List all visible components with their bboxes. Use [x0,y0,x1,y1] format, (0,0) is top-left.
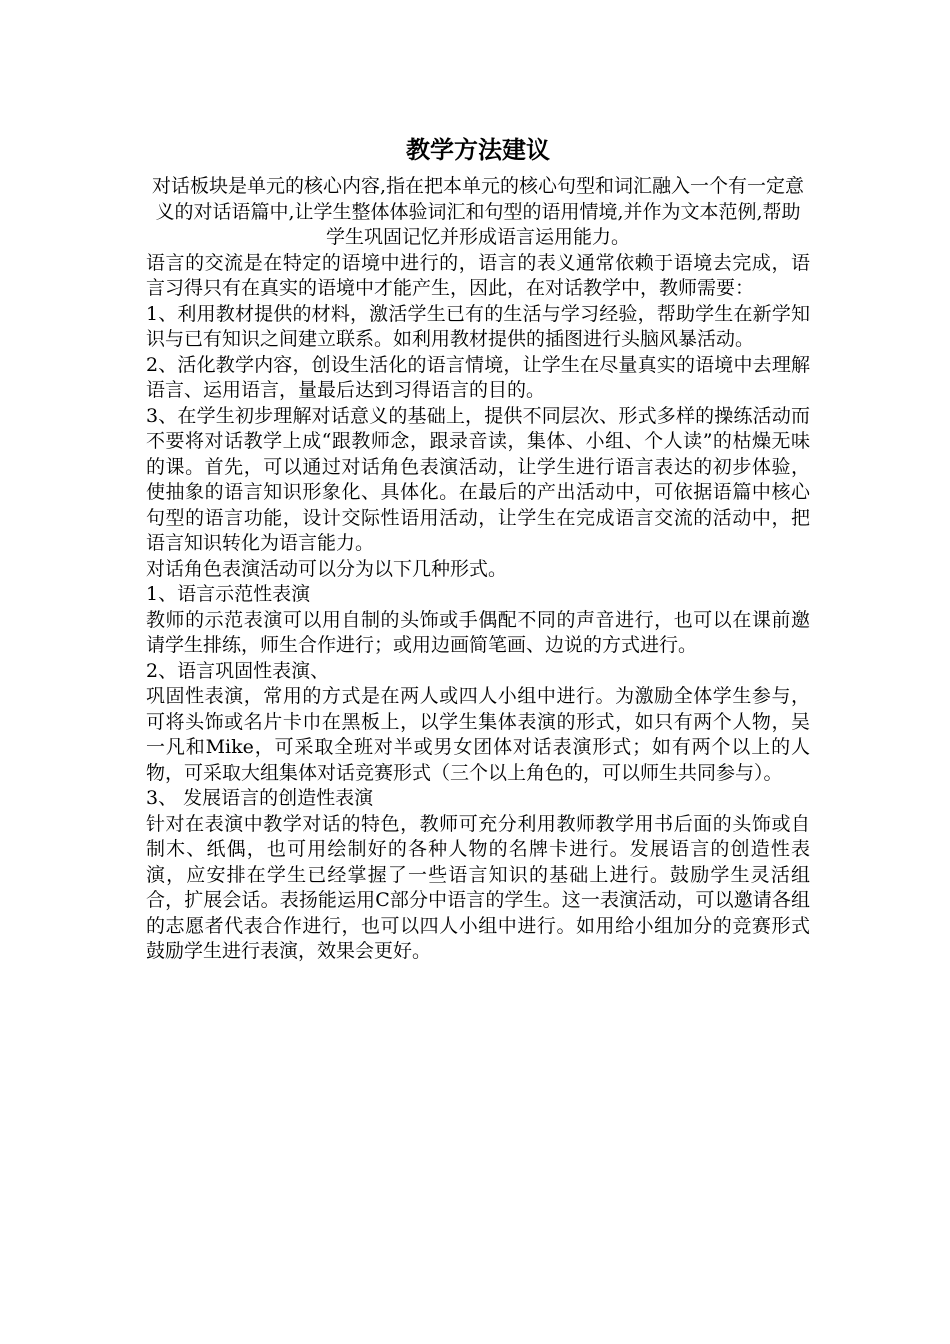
roleplay-heading-1: 1、语言示范性表演 [146,583,311,605]
document-title: 教学方法建议 [406,135,550,164]
context-paragraph: 语言的交流是在特定的语境中进行的，语言的表义通常依赖于语境去完成，语言习得只有在真实的语境中才能产生，因此，在对话教学中，教师需要： [146,251,810,299]
method-item-1: 1、利用教材提供的材料，激活学生已有的生活与学习经验，帮助学生在新学知识与已有知识之间建立联系。如利用教材提供的插图进行头脑风暴活动。 [146,302,810,350]
roleplay-heading-3: 3、 发展语言的创造性表演 [146,787,374,809]
roleplay-body-2: 巩固性表演，常用的方式是在两人或四人小组中进行。为激励全体学生参与，可将头饰或名片卡巾在黑板上，以学生集体表演的形式，如只有两个人物，吴一凡和Mike，可采取全班对半或男女团体对话表演形式；如有两个以上的人物，可采取大组集体对话竞赛形式（三个以上角色的，可以师生共同参与）。 [146,685,810,784]
document-page [146,130,810,965]
method-item-2: 2、活化教学内容，创设生活化的语言情境，让学生在尽量真实的语境中去理解语言、运用语言，量最后达到习得语言的目的。 [146,353,810,401]
intro-paragraph: 对话板块是单元的核心内容,指在把本单元的核心句型和词汇融入一个有一定意义的对话语篇中,让学生整体体验词汇和句型的语用情境,并作为文本范例,帮助学生巩固记忆并形成语言运用能力。 [151,175,805,248]
roleplay-heading-2: 2、语言巩固性表演、 [146,659,330,682]
method-item-3: 3、在学生初步理解对话意义的基础上，提供不同层次、形式多样的操练活动而不要将对话教学上成“跟教师念，跟录音读，集体、小组、个人读”的枯燥无味的课。首先，可以通过对话角色表演活动，让学生进行语言表达的初步体验，使抽象的语言知识形象化、具体化。在最后的产出活动中，可依据语篇中核心句型的语言功能，设计交际性语用活动，让学生在完成语言交流的活动中，把语言知识转化为语言能力。 [146,404,810,554]
roleplay-body-3: 针对在表演中教学对话的特色，教师可充分利用教师教学用书后面的头饰或自制木、纸偶，也可用绘制好的各种人物的名牌卡进行。发展语言的创造性表演，应安排在学生已经掌握了一些语言知识的基础上进行。鼓励学生灵活组合，扩展会话。表扬能运用C部分中语言的学生。这一表演活动，可以邀请各组的志愿者代表合作进行，也可以四人小组中进行。如用给小组加分的竞赛形式鼓励学生进行表演，效果会更好。 [146,812,810,962]
roleplay-intro: 对话角色表演活动可以分为以下几种形式。 [146,557,508,580]
roleplay-body-1: 教师的示范表演可以用自制的头饰或手偶配不同的声音进行，也可以在课前邀请学生排练，师生合作进行；或用边画简笔画、边说的方式进行。 [146,608,810,656]
